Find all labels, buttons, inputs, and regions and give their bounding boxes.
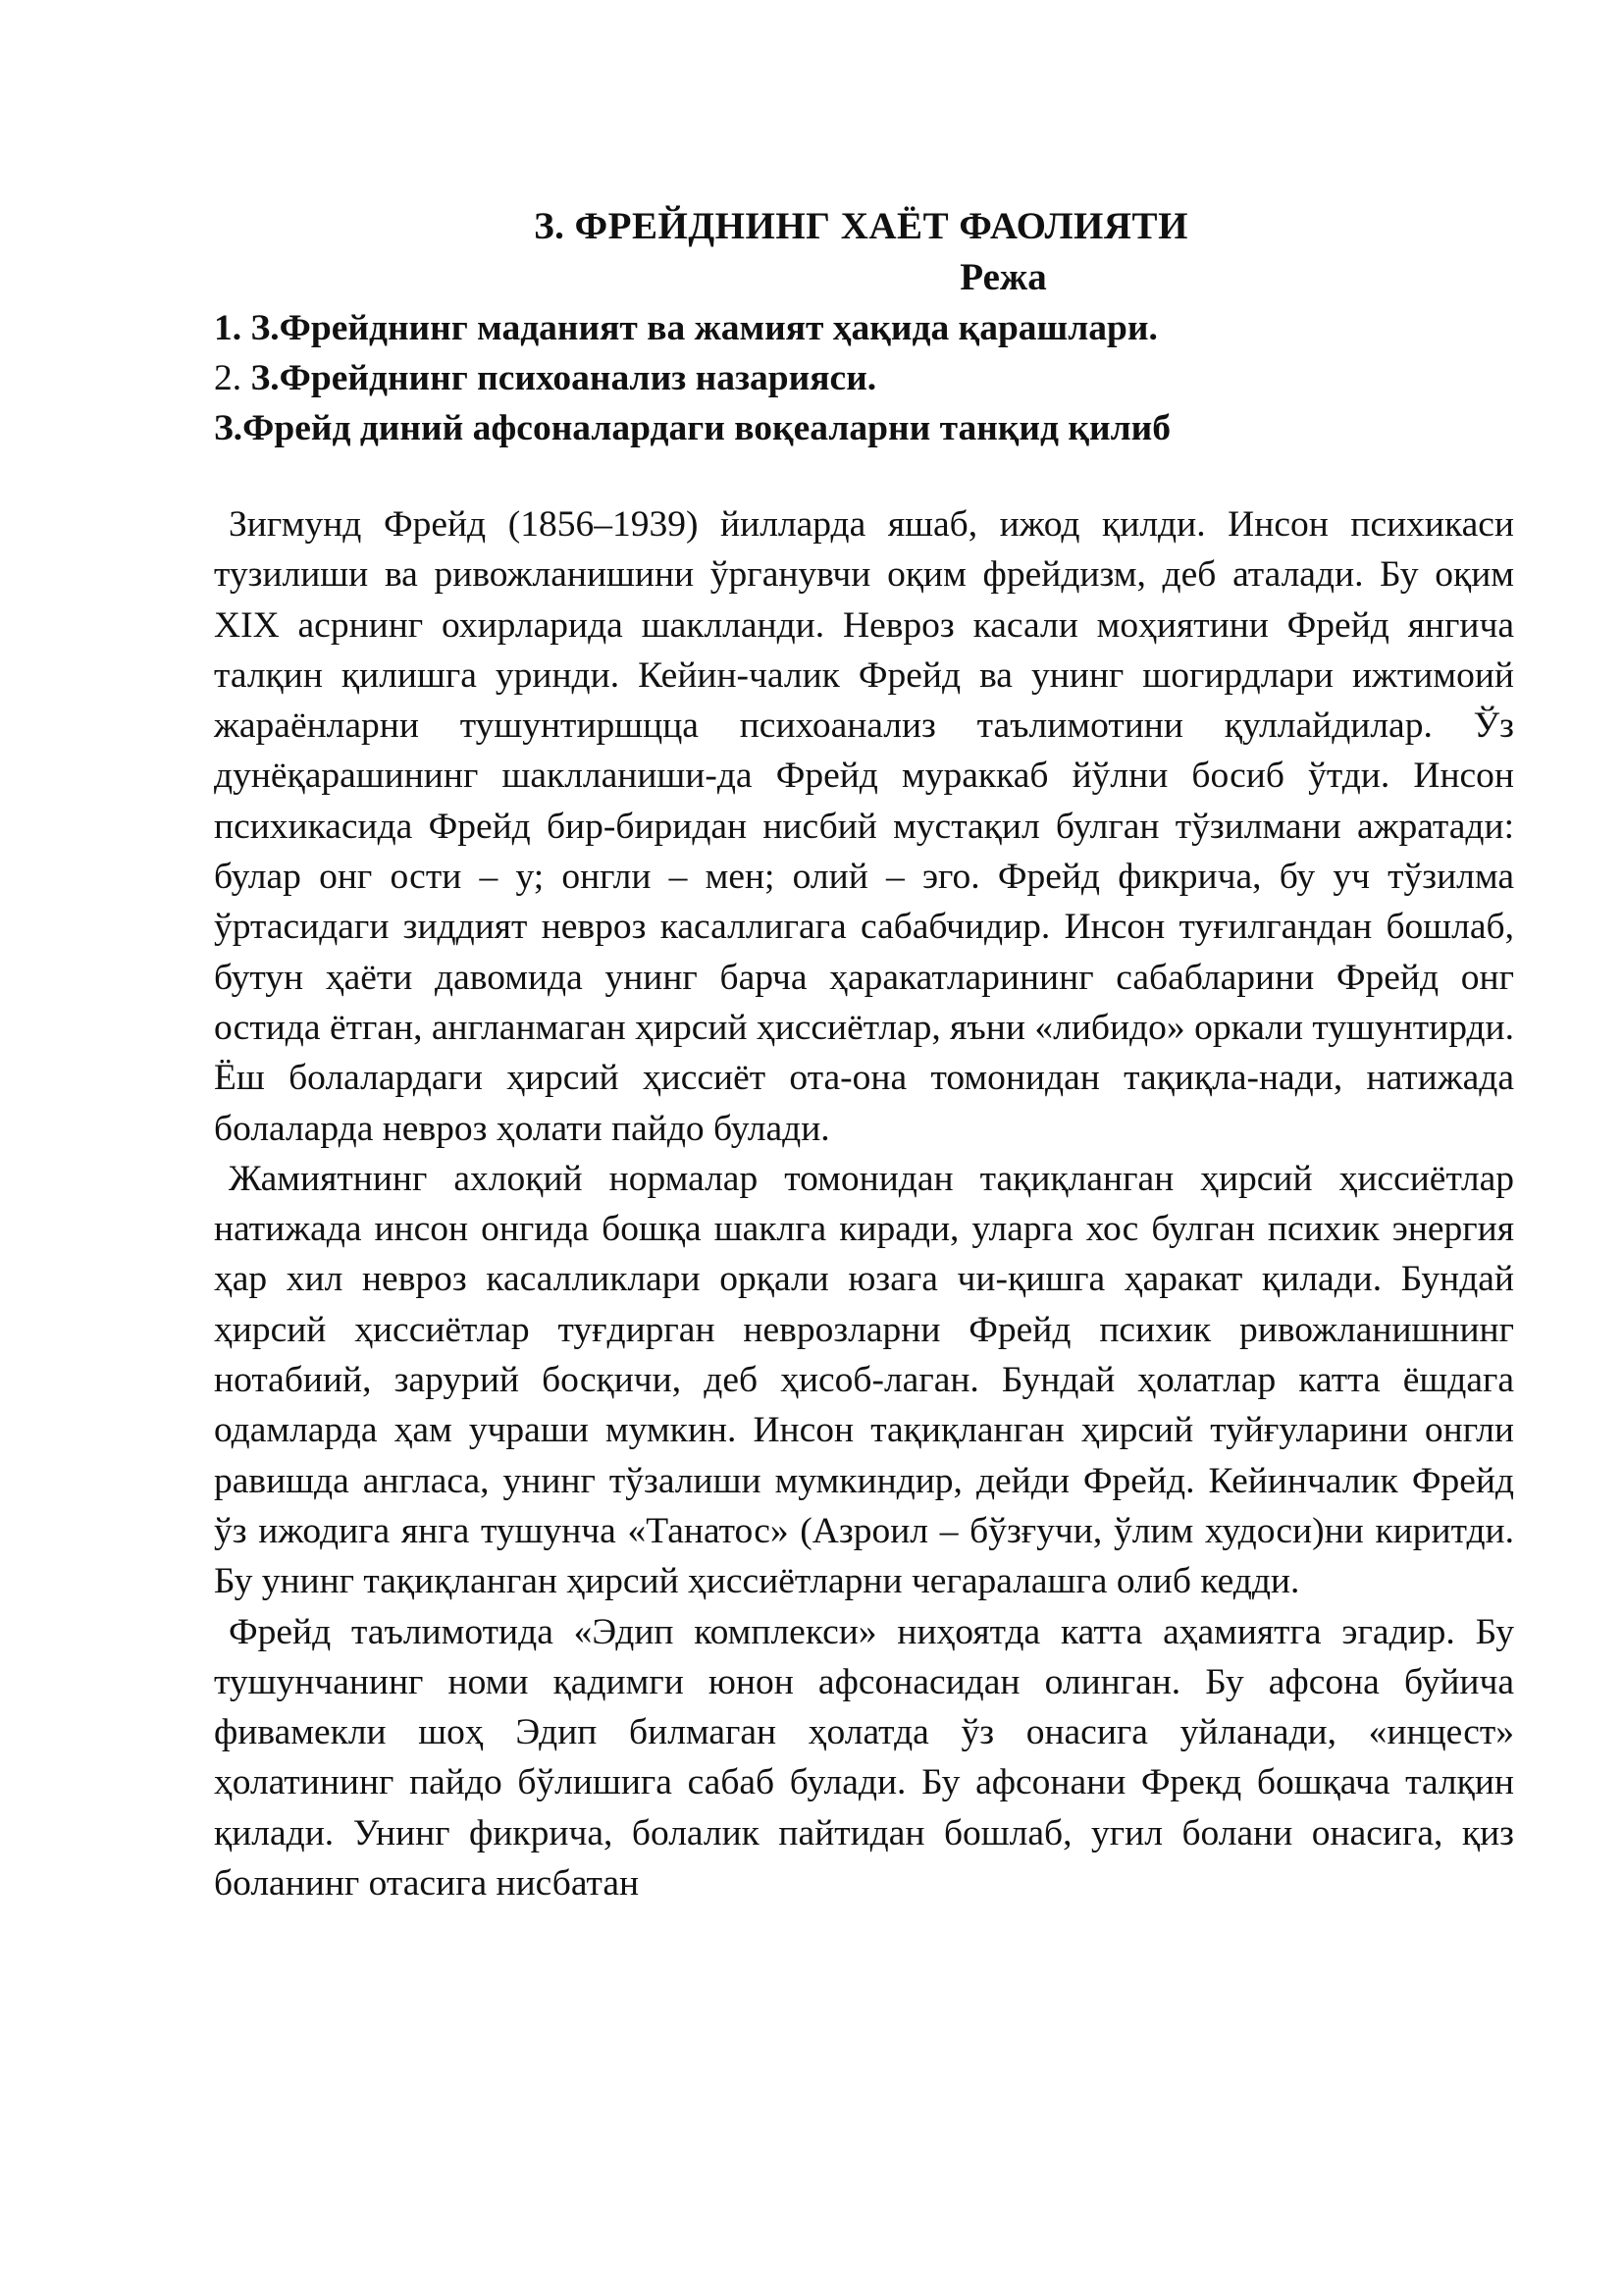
plan-item	[214, 353, 1470, 403]
plan-list	[214, 303, 1470, 453]
plan-item-text: З.Фрейд диний афсоналардаги воқеаларни танқид қилиб	[214, 408, 1171, 448]
plan-heading: Режа	[960, 256, 1047, 298]
body-paragraph: Фрейд таълимотида «Эдип комплекси» ниҳоятда катта аҳамиятга эгадир. Бу тушунчанинг номи қадимги юнон афсонасидан олинган. Бу афсона буйича фивамекли шоҳ Эдип билмаган ҳолатда ўз онасига уйланади, «инцест» ҳолатининг пайдо бўлишига сабаб булади. Бу афсонани Фрекд бошқача талқин қилади. Унинг фикрича, болалик пайтидан бошлаб, угил болани онасига, қиз боланинг отасига нисбатан	[214, 1611, 1514, 1905]
body-paragraph: Зигмунд Фрейд (1856–1939) йилларда яшаб, ижод қилди. Инсон психикаси тузилиши ва ривожланишини ўрганувчи оқим фрейдизм, деб аталади. Бу оқим XIX асрнинг охирларида шаклланди. Невроз касали моҳиятини Фрейд янгича талқин қилишга уринди. Кейин-чалик Фрейд ва унинг шогирдлари ижтимоий жараёнларни тушунтиршцца психоанализ таълимотини қуллайдилар. Ўз дунёқарашининг шаклланиши-да Фрейд мураккаб йўлни босиб ўтди. Инсон психикасида Фрейд бир-биридан нисбий мустақил булган тўзилмани ажратади: булар онг ости – у; онгли – мен; олий – эго. Фрейд фикрича, бу уч тўзилма ўртасидаги зиддият невроз касаллигага сабабчидир. Инсон туғилгандан бошлаб, бутун ҳаёти давомида унинг барча ҳаракатларининг сабабларини Фрейд онг остида ётган, англанмаган ҳирсий ҳиссиётлар, яъни «либидо» оркали тушунтирди. Ёш болалардаги ҳирсий ҳиссиёт ота-она томонидан тақиқла-нади, натижада болаларда невроз ҳолати пайдо булади.	[214, 504, 1514, 1149]
document-title: З. ФРЕЙДНИНГ ХАЁТ ФАОЛИЯТИ	[534, 205, 1188, 247]
plan-item-number: 2.	[214, 358, 242, 398]
plan-item-text: З.Фрейднинг маданият ва жамият ҳақида қарашлари.	[250, 308, 1158, 348]
body-text	[214, 499, 1514, 1908]
plan-item	[214, 403, 1470, 453]
body-paragraph: Жамиятнинг ахлоқий нормалар томонидан тақиқланган ҳирсий ҳиссиётлар натижада инсон онгида бошқа шаклга киради, уларга хос булган психик энергия ҳар хил невроз касалликлари орқали юзага чи-қишга ҳаракат қилади. Бундай ҳирсий ҳиссиётлар туғдирган неврозларни Фрейд психик ривожланишнинг нотабиий, зарурий босқичи, деб ҳисоб-лаган. Бундай ҳолатлар катта ёшдага одамларда ҳам учраши мумкин. Инсон тақиқланган ҳирсий туйғуларини онгли равишда англаса, унинг тўзалиши мумкиндир, дейди Фрейд. Кейинчалик Фрейд ўз ижодига янга тушунча «Танатос» (Азроил – бўзғучи, ўлим худоси)ни киритди. Бу унинг тақиқланган ҳирсий ҳиссиётларни чегаралашга олиб кедди.	[214, 1158, 1514, 1602]
plan-item-text: З.Фрейднинг психоанализ назарияси.	[250, 358, 877, 398]
plan-item	[214, 303, 1470, 353]
plan-item-number: 1.	[214, 308, 242, 348]
